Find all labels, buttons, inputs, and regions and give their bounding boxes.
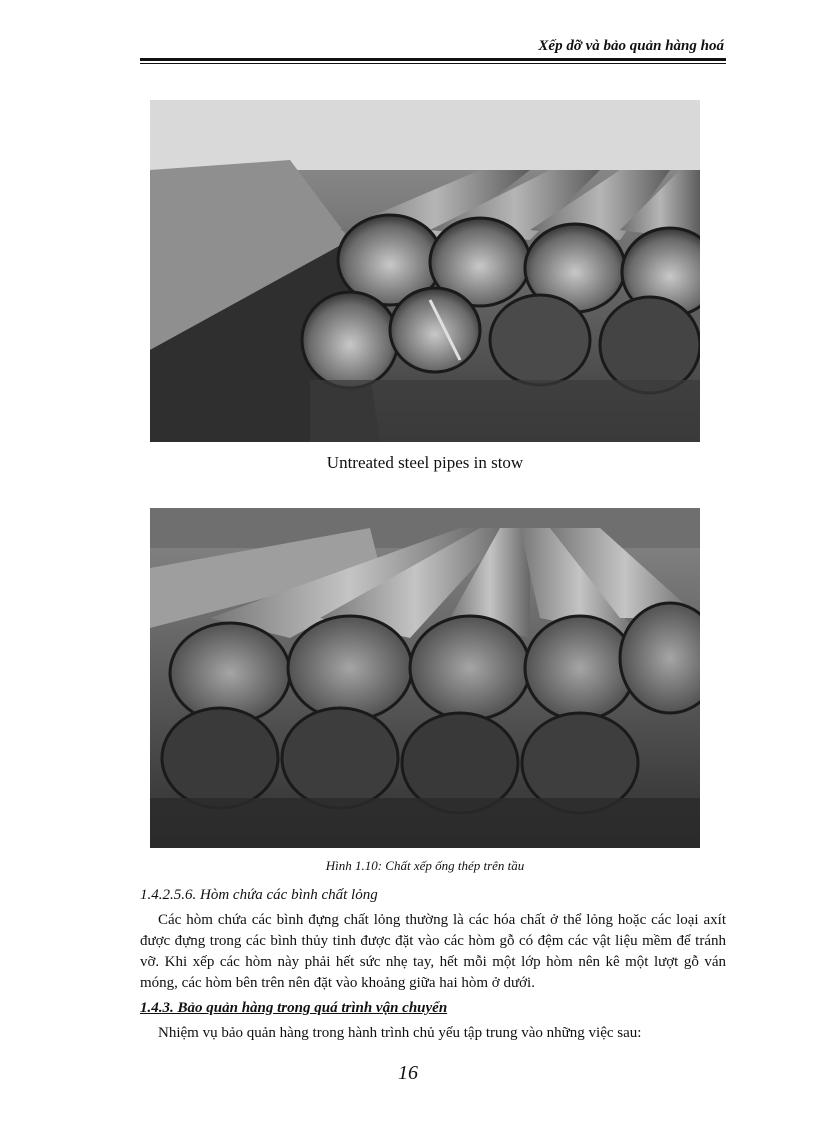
photo-steel-pipes-2: [150, 508, 700, 848]
header-rule-thick: [140, 58, 726, 61]
subsection-paragraph: Nhiệm vụ bảo quản hàng trong hành trình chủ yếu tập trung vào những việc sau:: [158, 1025, 642, 1041]
page-number: 16: [398, 1062, 418, 1084]
section-paragraph: Các hòm chứa các bình đựng chất lỏng thường là các hóa chất ở thể lỏng hoặc các loại axít được đựng trong các bình thủy tinh được đặt vào các hòm gỗ có đệm các vật liệu mềm để tránh vỡ. Khi xếp các hòm này phải hết sức nhẹ tay, hết mỗi một lớp hòm nên kê một lượt gỗ ván móng, các hòm bên trên nên đặt vào khoảng giữa hai hòm ở dưới.: [140, 912, 726, 991]
photo-caption: Untreated steel pipes in stow: [326, 453, 524, 472]
section-heading: 1.4.2.5.6. Hòm chứa các bình chất lỏng: [140, 887, 378, 903]
photo-steel-pipes-1: [150, 100, 700, 442]
page-header-title: Xếp dỡ và bảo quản hàng hoá: [538, 38, 724, 54]
header-rule-thin: [140, 63, 726, 64]
figure-caption: Hình 1.10: Chất xếp ống thép trên tầu: [325, 858, 525, 873]
subsection-heading: 1.4.3. Bảo quản hàng trong quá trình vận chuyển: [140, 1000, 448, 1016]
